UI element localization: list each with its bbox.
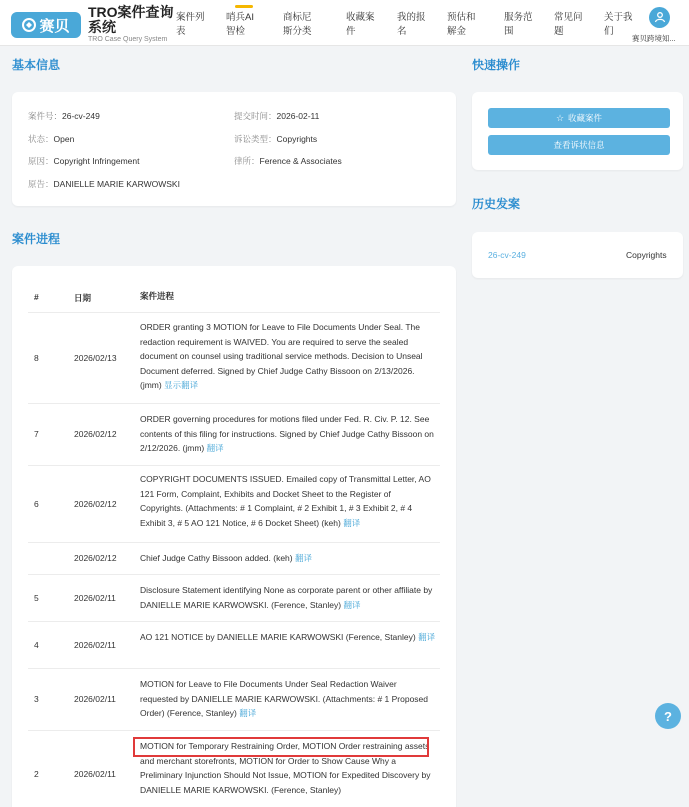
view-complaint-button[interactable]	[488, 135, 670, 155]
cause-row	[28, 155, 140, 167]
table-row	[28, 669, 440, 731]
history-case-type: Copyrights	[626, 250, 667, 260]
translate-link[interactable]: 翻译	[343, 517, 361, 528]
case-type-row	[234, 133, 317, 145]
nav-my-signups[interactable]: 我的报名	[397, 12, 426, 37]
row-date: 2026/02/11	[74, 769, 116, 779]
table-row	[28, 622, 440, 669]
user-avatar[interactable]	[649, 7, 670, 28]
status-value: Open	[53, 134, 75, 144]
translate-link[interactable]: 翻译	[295, 553, 313, 563]
case-type: Copyrights	[276, 134, 318, 144]
row-date: 2026/02/13	[74, 353, 117, 363]
row-text: Chief Judge Cathy Bissoon added. (keh)	[140, 553, 293, 563]
nav-new-badge	[235, 5, 253, 8]
table-row	[28, 575, 440, 622]
translate-link[interactable]: 翻译	[206, 443, 224, 454]
row-date: 2026/02/11	[74, 694, 116, 704]
cause-label: 原因：	[28, 156, 54, 166]
row-desc	[140, 412, 436, 456]
nav-about[interactable]: 关于我们	[604, 12, 633, 37]
row-num: 6	[34, 499, 39, 509]
quick-actions-title: 快速操作	[472, 58, 521, 72]
header-num: #	[34, 292, 39, 302]
app-title: TRO案件查询系统	[88, 4, 174, 35]
row-num: 5	[34, 593, 39, 603]
row-num: 7	[34, 429, 39, 439]
user-icon	[654, 11, 666, 25]
row-text: MOTION for Leave to File Documents Under Seal Redaction Waiver requested by DANIELLE MARIE KARWOWSKI. (Attachments: # 1 Proposed Order) (Ference, Stanley)	[140, 679, 429, 719]
user-name[interactable]: 赛贝跨境知...	[632, 34, 676, 43]
star-icon: ☆	[555, 112, 565, 123]
logo-text: 赛贝	[39, 17, 70, 35]
status-label: 状态：	[28, 134, 54, 144]
row-desc	[140, 630, 436, 645]
nav-services[interactable]: 服务范围	[504, 12, 533, 37]
help-icon: ?	[664, 708, 672, 724]
row-text: AO 121 NOTICE by DANIELLE MARIE KARWOWSKI (Ference, Stanley)	[140, 632, 416, 642]
law-firm: Ference & Associates	[259, 156, 342, 166]
favorite-case-button[interactable]	[488, 108, 670, 128]
row-date: 2026/02/11	[74, 640, 116, 650]
submit-date-label: 提交时间：	[234, 111, 277, 121]
quick-actions-card	[472, 92, 683, 170]
row-text: Disclosure Statement identifying None as corporate parent or other affiliate by DANIELLE MARIE KARWOWSKI. (Ference, Stanley)	[140, 585, 433, 610]
translate-link[interactable]: 翻译	[239, 708, 257, 719]
row-num: 4	[34, 640, 39, 650]
plaintiff-value: DANIELLE MARIE KARWOWSKI	[53, 179, 180, 189]
row-num: 3	[34, 694, 39, 704]
case-number: 26-cv-249	[62, 111, 100, 121]
case-number-label: 案件号：	[28, 111, 63, 121]
submit-date-row	[234, 110, 319, 122]
table-row	[28, 404, 440, 466]
status-row	[28, 133, 74, 145]
top-header	[0, 0, 689, 46]
row-num: 8	[34, 353, 39, 363]
submit-date: 2026-02-11	[276, 111, 320, 121]
basic-info-card	[12, 92, 456, 206]
nav-settlement-estimate[interactable]: 预估和解金	[447, 12, 476, 37]
progress-title: 案件进程	[12, 232, 61, 246]
brand	[88, 5, 176, 43]
app-subtitle: TRO Case Query System	[88, 36, 168, 43]
row-text: MOTION for Temporary Restraining Order, MOTION Order restraining assets and merchant storefronts, MOTION for Order to Show Cause Why a Preliminary Injunction Should Not Issue, MOTION for Expedited Discovery by DANIELLE MARIE KARWOWSKI. (Ference, Stanley)	[140, 741, 431, 795]
view-complaint-label: 查看诉状信息	[553, 140, 605, 150]
help-button[interactable]	[655, 703, 681, 729]
table-header	[28, 282, 440, 313]
logo[interactable]	[11, 12, 81, 38]
row-text: ORDER granting 3 MOTION for Leave to File Documents Under Seal. The redaction requirement is WAIVED. You are required to serve the sealed document on counsel using traditional service methods. Decision to Unseal Document deferred. Signed by Chief Judge Cathy Bissoon on 2/13/2026. (jmm)	[140, 322, 423, 391]
translate-link[interactable]: 翻译	[343, 599, 361, 610]
plaintiff-label: 原告：	[28, 179, 54, 189]
tro-highlight-box	[133, 737, 429, 757]
case-type-label: 诉讼类型：	[234, 134, 277, 144]
row-date: 2026/02/11	[74, 593, 116, 603]
nav-faq[interactable]: 常见问题	[554, 12, 583, 37]
nav-favorites[interactable]: 收藏案件	[346, 12, 375, 37]
history-case-link[interactable]: 26-cv-249	[488, 250, 526, 260]
nav-case-list[interactable]: 案件列表	[176, 12, 205, 37]
case-number-row	[28, 110, 100, 122]
favorite-case-label: 收藏案件	[568, 113, 603, 123]
translate-link[interactable]: 显示翻译	[164, 380, 199, 391]
cause-value: Copyright Infringement	[53, 156, 140, 166]
row-text: ORDER governing procedures for motions filed under Fed. R. Civ. P. 12. See contents of this filing for instructions. Signed by Chief Judge Cathy Bissoon on 2/12/2026. (jmm)	[140, 414, 434, 454]
header-date: 日期	[74, 293, 92, 303]
plaintiff-row	[28, 178, 180, 190]
row-desc	[140, 551, 436, 566]
table-row	[28, 313, 440, 404]
nav-nice-classes[interactable]: 商标尼斯分类	[283, 12, 312, 37]
row-date: 2026/02/12	[74, 553, 117, 563]
row-text: COPYRIGHT DOCUMENTS ISSUED. Emailed copy of Transmittal Letter, AO 121 Form, Complaint, Exhibits and Docket Sheet to the Register of Copyrights. (Attachments: # 1 Complaint, # 2 Exhibit 1, # 3 Exhibit 2, # 4 Exhibit 3, # 5 AO 121 Notice, # 6 Docket Sheet) (keh)	[140, 474, 431, 528]
header-desc: 案件进程	[140, 291, 175, 301]
table-row	[28, 466, 440, 543]
translate-link[interactable]: 翻译	[418, 632, 436, 642]
history-title: 历史发案	[472, 197, 521, 211]
logo-icon	[22, 18, 36, 32]
law-firm-label: 律所：	[234, 156, 260, 166]
law-firm-row	[234, 155, 342, 167]
basic-info-title: 基本信息	[12, 58, 61, 72]
row-num: 2	[34, 769, 39, 779]
row-date: 2026/02/12	[74, 499, 117, 509]
row-desc	[140, 472, 436, 530]
row-desc	[140, 583, 436, 612]
nav-sentinel-ai[interactable]: 哨兵AI智检	[226, 12, 254, 37]
row-desc	[140, 677, 436, 721]
table-row	[28, 543, 440, 575]
row-desc	[140, 320, 436, 393]
row-date: 2026/02/12	[74, 429, 117, 439]
